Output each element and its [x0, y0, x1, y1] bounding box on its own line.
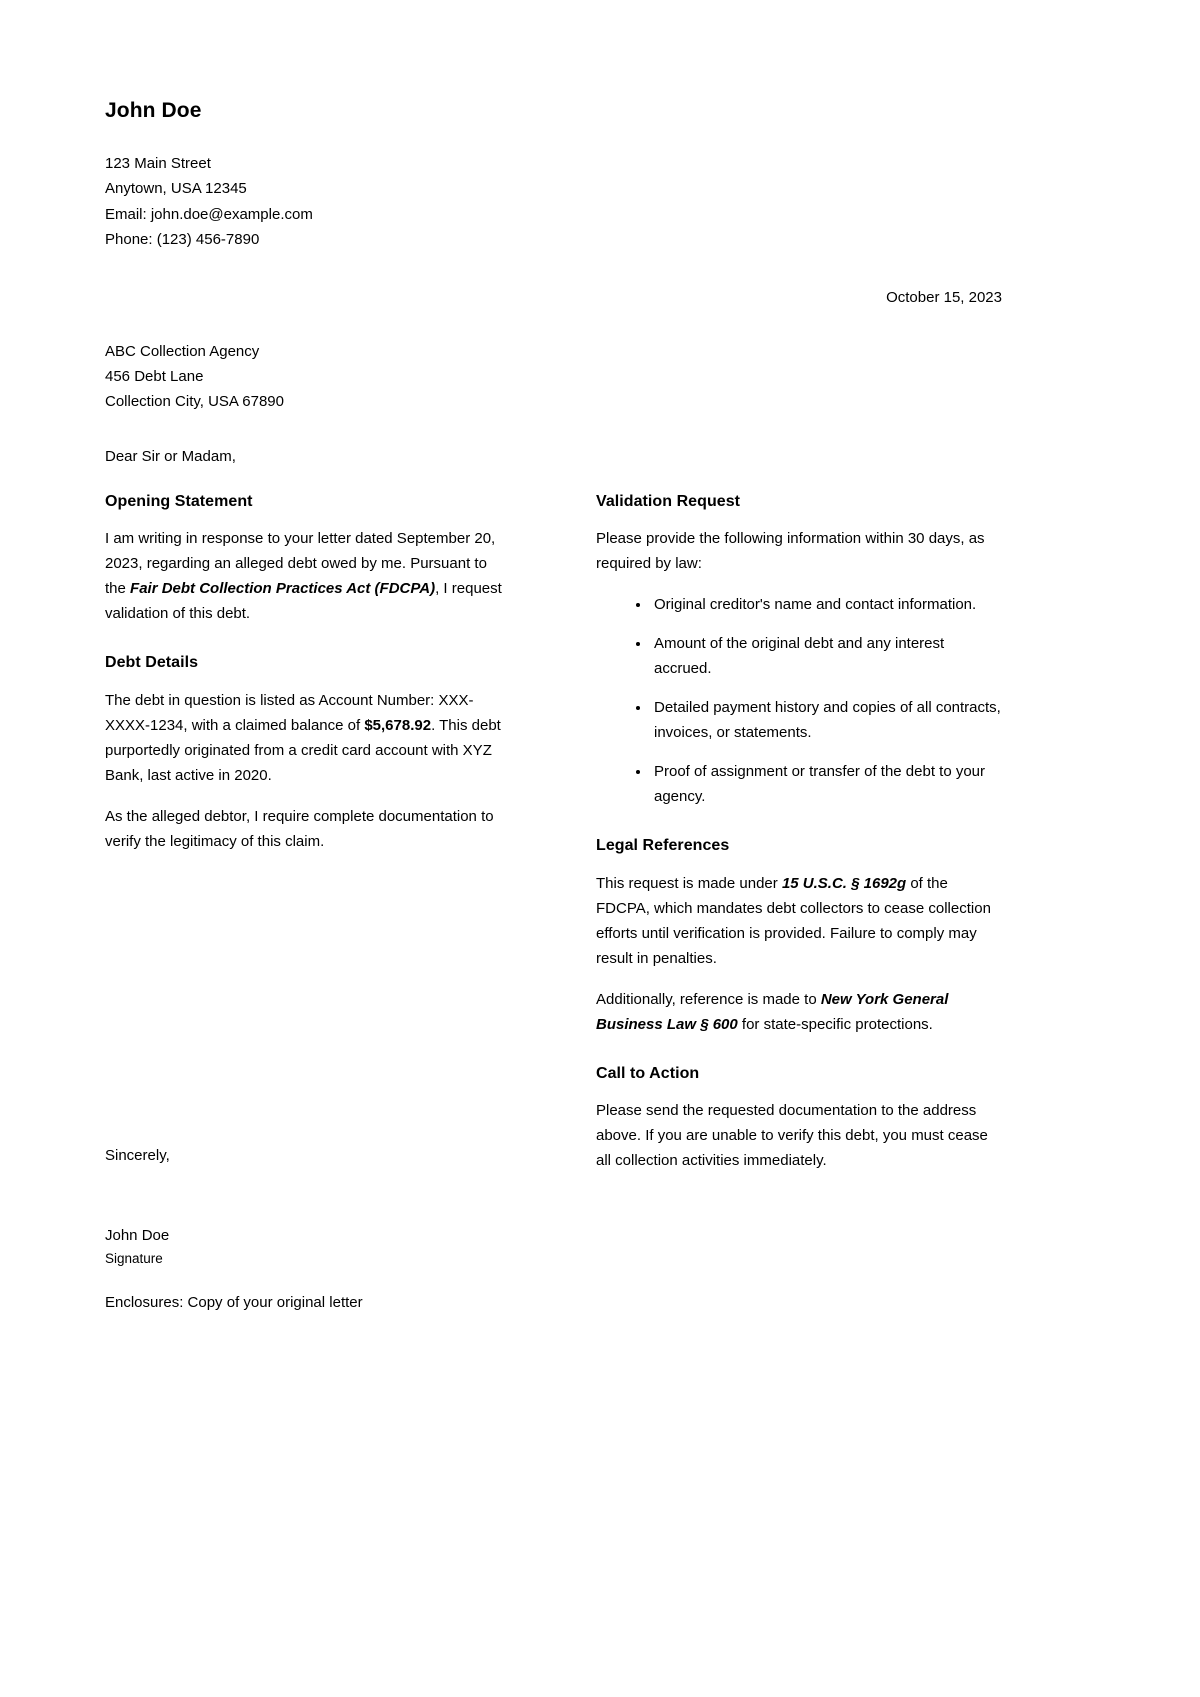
call-to-action-heading: Call to Action: [596, 1064, 700, 1082]
call-to-action-section: [596, 1063, 1001, 1174]
sender-name: John Doe: [105, 99, 202, 122]
right-column: [596, 491, 1001, 1174]
legal-paragraph-1: [596, 871, 1001, 971]
recipient-city: Collection City, USA 67890: [105, 393, 284, 411]
closing-block: [105, 1143, 605, 1315]
legal2-text-part2: for state-specific protections.: [737, 1015, 933, 1033]
debt-details-paragraph-1: [105, 688, 510, 788]
sender-address-line: 123 Main Street: [105, 155, 211, 173]
letter-date: October 15, 2023: [886, 289, 1002, 306]
debt-details-section: [105, 652, 510, 854]
validation-intro-paragraph: Please provide the following information within 30 days, as required by law:: [596, 530, 985, 573]
closing-salutation: Sincerely,: [105, 1147, 170, 1164]
legal-paragraph-2: [596, 987, 1001, 1037]
recipient-street: 456 Debt Lane: [105, 368, 204, 386]
body-columns: [105, 491, 1002, 1174]
validation-items-list: [596, 592, 1001, 809]
debt-balance-amount: $5,678.92: [364, 716, 432, 734]
sender-phone-line: Phone: (123) 456-7890: [105, 230, 260, 248]
signature-label: Signature: [105, 1251, 163, 1266]
sender-address: [105, 151, 1002, 252]
debt-details-heading: Debt Details: [105, 654, 199, 672]
sender-block: [105, 98, 1002, 252]
sender-address-line: Anytown, USA 12345: [105, 180, 247, 198]
legal-text-part1: This request is made under: [596, 874, 782, 892]
debt-details-paragraph-2: As the alleged debtor, I require complete documentation to verify the legitimacy of this claim.: [105, 807, 494, 850]
enclosures-line: Enclosures: Copy of your original letter: [105, 1294, 363, 1311]
debt-text-part2: . This debt purportedly originated from a credit card account with XYZ Bank, last active in 2020.: [105, 716, 501, 784]
legal-text-part2: of the FDCPA, which mandates debt collectors to cease collection efforts until verification is provided. Failure to comply may result in penalties.: [596, 874, 991, 967]
legal-references-section: [596, 835, 1001, 1037]
call-to-action-paragraph: Please send the requested documentation to the address above. If you are unable to verify this debt, you must cease all collection activities immediately.: [596, 1102, 988, 1170]
recipient-block: [105, 339, 1002, 415]
legal2-text-part1: Additionally, reference is made to: [596, 990, 821, 1008]
list-item: Original creditor's name and contact information.: [654, 592, 1001, 617]
salutation: Dear Sir or Madam,: [105, 447, 236, 465]
signer-name: John Doe: [105, 1227, 170, 1244]
validation-request-section: [596, 491, 1001, 810]
opening-statement-section: [105, 491, 510, 627]
legal-references-heading: Legal References: [596, 837, 730, 855]
usc-citation: 15 U.S.C. § 1692g: [781, 874, 907, 892]
sender-email-line: Email: john.doe@example.com: [105, 205, 313, 223]
left-column: [105, 491, 510, 854]
list-item: Proof of assignment or transfer of the debt to your agency.: [654, 759, 1001, 809]
ny-law-citation: New York General Business Law § 600: [596, 990, 949, 1033]
opening-text-part1: I am writing in response to your letter dated September 20, 2023, regarding an alleged debt owed by me. Pursuant to the: [105, 530, 496, 598]
letter-content: [105, 98, 1002, 1173]
opening-statement-paragraph: [105, 526, 510, 626]
list-item: Amount of the original debt and any interest accrued.: [654, 631, 1001, 681]
recipient-name: ABC Collection Agency: [105, 343, 260, 360]
validation-request-heading: Validation Request: [596, 492, 741, 510]
opening-statement-heading: Opening Statement: [105, 492, 253, 510]
opening-text-part2: , I request validation of this debt.: [105, 580, 502, 623]
debt-text-part1: The debt in question is listed as Account Number: XXX-XXXX-1234, with a claimed balance of: [105, 691, 474, 734]
list-item: Detailed payment history and copies of all contracts, invoices, or statements.: [654, 695, 1001, 745]
fdcpa-emphasis: Fair Debt Collection Practices Act (FDCPA): [130, 580, 436, 598]
